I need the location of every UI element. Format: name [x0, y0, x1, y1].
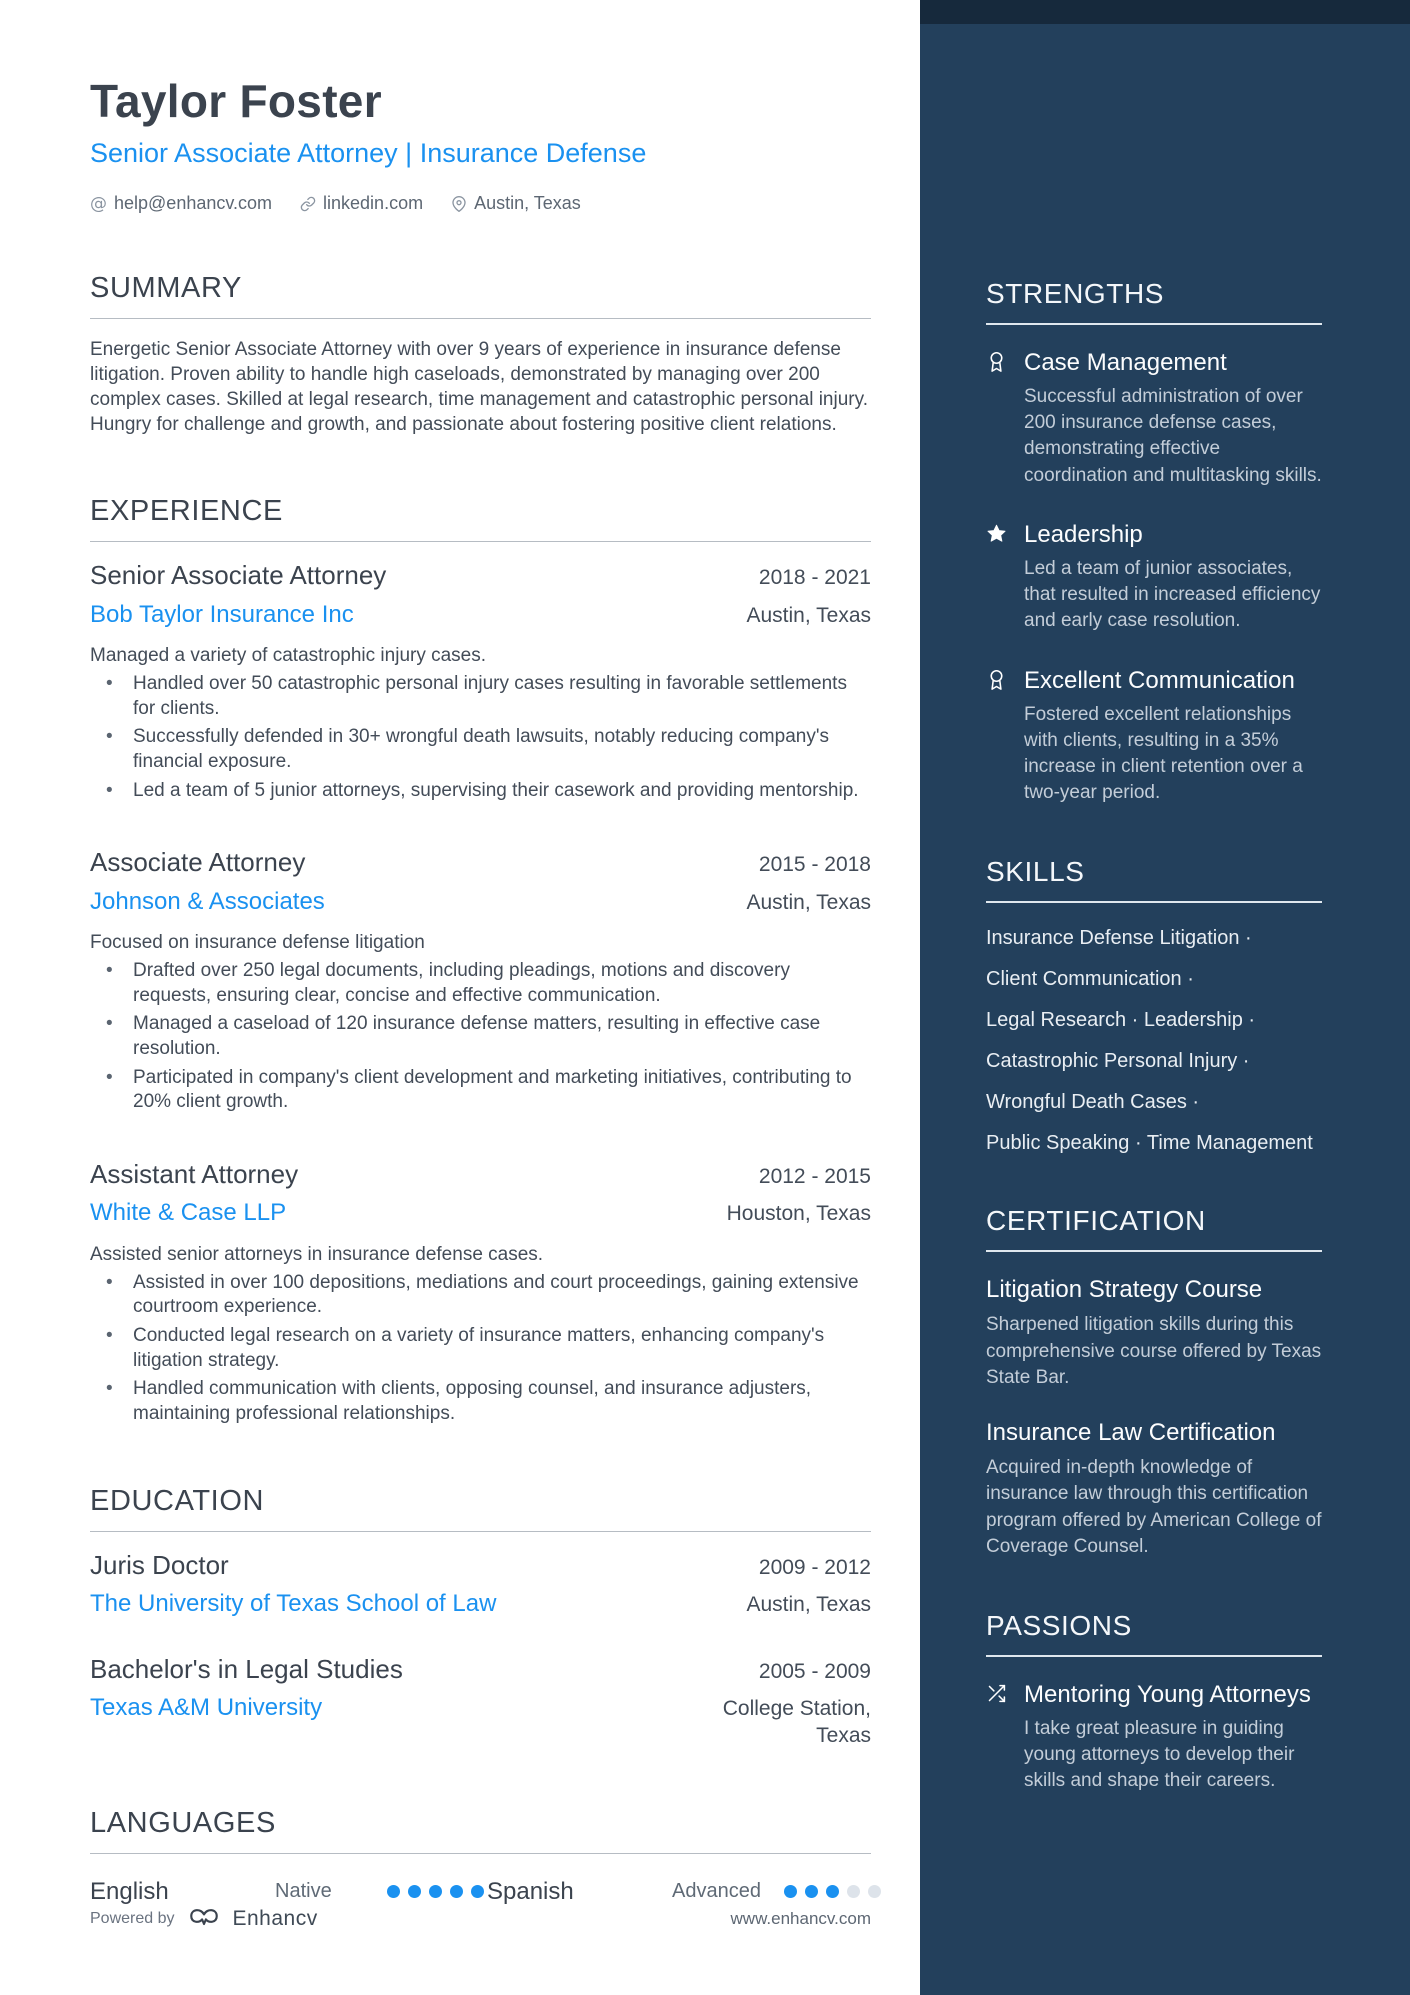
passion-title: Mentoring Young Attorneys — [1024, 1680, 1311, 1708]
job-bullet: • Successfully defended in 30+ wrongful death lawsuits, notably reducing company's financial exposure. — [90, 725, 871, 774]
skill-line: Legal Research · Leadership · — [986, 1009, 1256, 1032]
education-section — [90, 1485, 871, 1749]
contact-linkedin[interactable] — [300, 193, 423, 214]
enhancv-logo-icon — [187, 1904, 221, 1933]
job-location: Austin, Texas — [746, 603, 871, 627]
skill-line: Catastrophic Personal Injury · — [986, 1050, 1250, 1073]
passion-description: I take great pleasure in guiding young attorneys to develop their skills and shape their careers. — [1024, 1717, 1295, 1792]
contact-linkedin-text: linkedin.com — [323, 193, 424, 213]
job-title: Senior Associate Attorney — [90, 560, 387, 591]
experience-heading: EXPERIENCE — [90, 495, 871, 542]
job-bullet: • Led a team of 5 junior attorneys, supervising their casework and providing mentorship. — [90, 779, 871, 804]
certification-item — [986, 1276, 1322, 1391]
skill-line: Client Communication · — [986, 968, 1194, 991]
contact-email[interactable] — [90, 193, 272, 214]
education-degree: Juris Doctor — [90, 1549, 229, 1580]
skill-line: Public Speaking · Time Management — [986, 1132, 1313, 1155]
education-dates: 2005 - 2009 — [758, 1660, 871, 1684]
language-level: Advanced — [672, 1880, 761, 1903]
footer — [90, 1904, 871, 1933]
strength-description: Fostered excellent relationships with clients, resulting in a 35% increase in client retention over a two-year period. — [1024, 703, 1303, 804]
job-description: Assisted senior attorneys in insurance defense cases. — [90, 1243, 544, 1265]
job-dates: 2015 - 2018 — [758, 853, 871, 877]
job-bullet-list — [90, 1271, 871, 1427]
footer-brand-group[interactable] — [90, 1904, 318, 1933]
brand-wordmark: Enhancv — [232, 1906, 318, 1930]
sidebar — [920, 0, 1410, 1995]
star-icon — [986, 521, 1024, 635]
certification-title: Litigation Strategy Course — [986, 1276, 1263, 1304]
job-bullet: • Handled communication with clients, opposing counsel, and insurance adjusters, maintaining professional relationships. — [90, 1377, 871, 1426]
education-location: College Station, Texas — [722, 1697, 871, 1747]
job-bullet: • Handled over 50 catastrophic personal injury cases resulting in favorable settlements for clients. — [90, 672, 871, 721]
certification-title: Insurance Law Certification — [986, 1419, 1276, 1447]
medal-icon — [986, 667, 1024, 807]
certification-section — [986, 1205, 1322, 1560]
strength-description: Led a team of junior associates, that resulted in increased efficiency and early case resolution. — [1024, 557, 1321, 632]
contact-location — [451, 193, 581, 214]
passions-heading: PASSIONS — [986, 1610, 1322, 1657]
summary-heading: SUMMARY — [90, 272, 871, 319]
passion-item — [986, 1681, 1322, 1795]
languages-heading: LANGUAGES — [90, 1807, 871, 1854]
language-level-dots — [387, 1885, 487, 1898]
job-location: Houston, Texas — [726, 1202, 871, 1226]
education-location: Austin, Texas — [746, 1592, 871, 1616]
certification-description: Sharpened litigation skills during this comprehensive course offered by Texas State Bar. — [986, 1314, 1322, 1388]
job-bullet-list — [90, 959, 871, 1115]
strength-title: Leadership — [1024, 520, 1143, 548]
job-location: Austin, Texas — [746, 890, 871, 914]
strength-item — [986, 349, 1322, 489]
experience-section — [90, 495, 871, 1426]
job-title: Assistant Attorney — [90, 1159, 299, 1190]
strength-title: Case Management — [1024, 349, 1227, 376]
person-title: Senior Associate Attorney | Insurance Defense — [90, 138, 647, 168]
sidebar-top-strip — [920, 0, 1410, 24]
job-description: Focused on insurance defense litigation — [90, 931, 425, 953]
language-name: Spanish — [487, 1877, 574, 1905]
language-level: Native — [275, 1880, 332, 1903]
contact-row — [90, 193, 871, 214]
pin-icon — [451, 196, 467, 212]
contact-email-text: help@enhancv.com — [114, 193, 273, 213]
job-company[interactable]: Bob Taylor Insurance Inc — [90, 600, 354, 628]
education-degree: Bachelor's in Legal Studies — [90, 1654, 403, 1685]
job-description: Managed a variety of catastrophic injury cases. — [90, 644, 487, 666]
job-entry — [90, 560, 871, 803]
powered-by-label: Powered by — [90, 1909, 175, 1927]
education-entry — [90, 1550, 871, 1619]
job-bullet: • Conducted legal research on a variety of insurance matters, enhancing company's litigation strategy. — [90, 1324, 871, 1373]
job-company[interactable]: White & Case LLP — [90, 1199, 287, 1227]
strength-title: Excellent Communication — [1024, 666, 1295, 694]
certification-item — [986, 1419, 1322, 1560]
footer-website-link[interactable]: www.enhancv.com — [730, 1908, 871, 1928]
education-dates: 2009 - 2012 — [758, 1555, 871, 1579]
job-entry — [90, 847, 871, 1115]
link-icon — [300, 196, 316, 212]
education-entry — [90, 1654, 871, 1749]
job-bullet: • Drafted over 250 legal documents, including pleadings, motions and discovery requests, ensuring clear, concise and effective communication. — [90, 959, 871, 1008]
mentoring-icon — [986, 1681, 1024, 1795]
job-entry — [90, 1159, 871, 1427]
medal-icon — [986, 349, 1024, 489]
job-dates: 2012 - 2015 — [758, 1165, 871, 1189]
passions-section — [986, 1610, 1322, 1795]
skills-section — [986, 856, 1322, 1155]
job-company[interactable]: Johnson & Associates — [90, 887, 325, 915]
skill-line: Wrongful Death Cases · — [986, 1091, 1200, 1114]
summary-section — [90, 272, 871, 437]
job-dates: 2018 - 2021 — [758, 566, 871, 590]
language-item — [90, 1878, 487, 1906]
job-bullet: • Participated in company's client development and marketing initiatives, contributing to 20% client growth. — [90, 1066, 871, 1115]
education-school[interactable]: The University of Texas School of Law — [90, 1589, 497, 1617]
strength-item — [986, 521, 1322, 635]
at-icon: @ — [90, 193, 107, 214]
certification-heading: CERTIFICATION — [986, 1205, 1322, 1252]
person-name: Taylor Foster — [90, 75, 382, 127]
strengths-section — [986, 278, 1322, 806]
summary-text: Energetic Senior Associate Attorney with over 9 years of experience in insurance defense litigation. Proven ability to handle high caseloads, demonstrated by managing over 200 complex cases. Skilled at legal research, time management and catastrophic personal injury. Hungry for challenge and growth, and passionate about fostering positive client relations. — [90, 339, 868, 436]
job-title: Associate Attorney — [90, 847, 306, 878]
job-bullet: • Managed a caseload of 120 insurance defense matters, resulting in effective case resolution. — [90, 1012, 871, 1061]
strength-item — [986, 667, 1322, 807]
language-item — [487, 1878, 884, 1906]
language-name: English — [90, 1877, 169, 1905]
strength-description: Successful administration of over 200 insurance defense cases, demonstrating effective coordination and multitasking skills. — [1024, 386, 1322, 486]
contact-location-text: Austin, Texas — [474, 193, 581, 213]
education-school[interactable]: Texas A&M University — [90, 1694, 323, 1722]
job-bullet: • Assisted in over 100 depositions, mediations and court proceedings, gaining extensive courtroom experience. — [90, 1271, 871, 1320]
languages-section — [90, 1807, 871, 1906]
strengths-heading: STRENGTHS — [986, 278, 1322, 325]
education-heading: EDUCATION — [90, 1485, 871, 1532]
skills-heading: SKILLS — [986, 856, 1322, 903]
certification-description: Acquired in-depth knowledge of insurance law through this certification program offered by American College of Coverage Counsel. — [986, 1457, 1322, 1557]
job-bullet-list — [90, 672, 871, 803]
skill-line: Insurance Defense Litigation · — [986, 927, 1252, 950]
language-level-dots — [784, 1885, 884, 1898]
